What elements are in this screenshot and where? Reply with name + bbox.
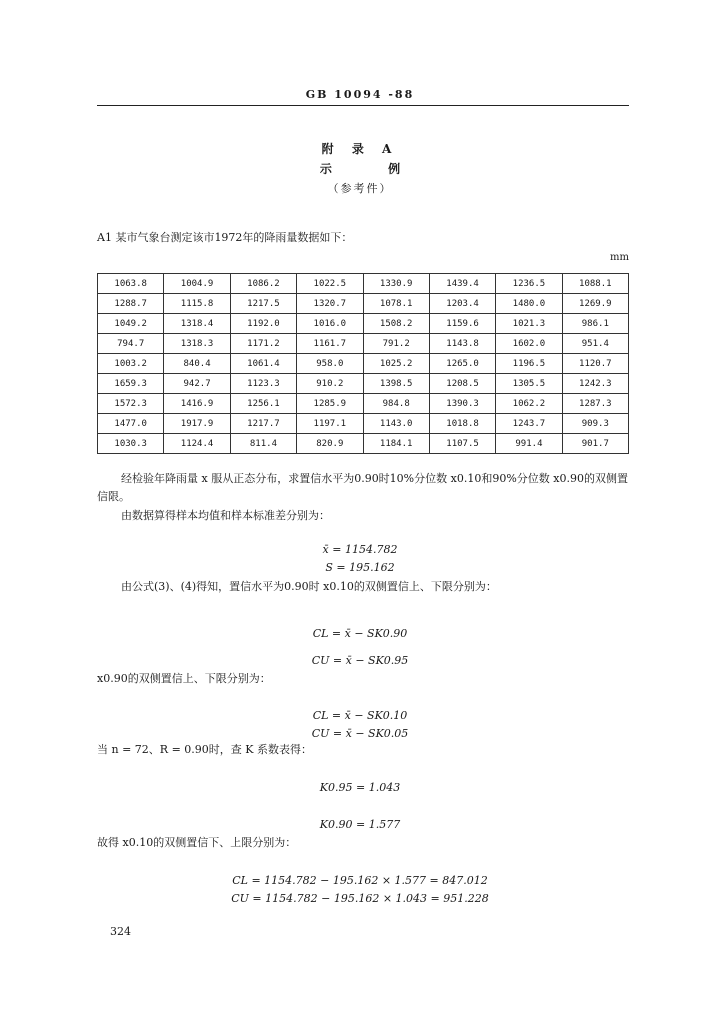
table-cell: 1115.8: [164, 294, 230, 314]
table-cell: 942.7: [164, 374, 230, 394]
standard-number: GB 10094 -88: [305, 88, 415, 101]
paragraph-5: 当 n = 72、R = 0.90时，查 K 系数表得：: [97, 743, 312, 756]
table-cell: 1480.0: [496, 294, 562, 314]
unit-label: mm: [610, 252, 629, 263]
table-cell: 1123.3: [230, 374, 296, 394]
table-cell: 1143.0: [363, 414, 429, 434]
table-cell: 986.1: [562, 314, 628, 334]
table-cell: 1025.2: [363, 354, 429, 374]
table-cell: 1159.6: [429, 314, 495, 334]
table-cell: 1217.5: [230, 294, 296, 314]
table-cell: 1184.1: [363, 434, 429, 454]
table-cell: 1287.3: [562, 394, 628, 414]
table-cell: 1285.9: [297, 394, 363, 414]
table-cell: 1018.8: [429, 414, 495, 434]
table-cell: 1398.5: [363, 374, 429, 394]
table-cell: 1305.5: [496, 374, 562, 394]
table-cell: 1021.3: [496, 314, 562, 334]
equation-final-1: CL = 1154.782 − 195.162 × 1.577 = 847.012: [232, 874, 488, 887]
table-row: [98, 294, 629, 314]
table-cell: 1192.0: [230, 314, 296, 334]
table-row: [98, 434, 629, 454]
intro-paragraph: A1 某市气象台测定该市1972年的降雨量数据如下：: [97, 231, 353, 244]
table-cell: 1208.5: [429, 374, 495, 394]
table-cell: 951.4: [562, 334, 628, 354]
appendix-title: 附 录 A: [321, 142, 399, 156]
table-cell: 1288.7: [98, 294, 164, 314]
equation-k-2: K0.90 = 1.577: [319, 818, 401, 831]
paragraph-1: 经检验年降雨量 x 服从正态分布，求置信水平为0.90时10%分位数 x0.10和90%分位数 x0.90的双侧置: [121, 472, 628, 485]
table-cell: 1243.7: [496, 414, 562, 434]
table-cell: 820.9: [297, 434, 363, 454]
table-cell: 1265.0: [429, 354, 495, 374]
equation-cu-2: CU = x̄ − SK0.05: [311, 727, 409, 740]
table-cell: 901.7: [562, 434, 628, 454]
table-cell: 1439.4: [429, 274, 495, 294]
table-cell: 1124.4: [164, 434, 230, 454]
header-rule: [97, 105, 629, 106]
table-cell: 794.7: [98, 334, 164, 354]
table-cell: 1004.9: [164, 274, 230, 294]
equation-mean: x̄ = 1154.782: [322, 543, 398, 556]
table-cell: 1061.4: [230, 354, 296, 374]
page-number: 324: [110, 925, 131, 938]
table-cell: 1320.7: [297, 294, 363, 314]
table-cell: 1161.7: [297, 334, 363, 354]
table-cell: 1078.1: [363, 294, 429, 314]
paragraph-6: 故得 x0.10的双侧置信下、上限分别为：: [97, 836, 297, 849]
table-cell: 1197.1: [297, 414, 363, 434]
table-cell: 1049.2: [98, 314, 164, 334]
table-cell: 1236.5: [496, 274, 562, 294]
paragraph-1-cont: 信限。: [97, 490, 130, 503]
table-cell: 1088.1: [562, 274, 628, 294]
appendix-subtitle: 示 例: [319, 162, 427, 176]
table-cell: 910.2: [297, 374, 363, 394]
table-cell: 1120.7: [562, 354, 628, 374]
table-cell: 1063.8: [98, 274, 164, 294]
table-cell: 1086.2: [230, 274, 296, 294]
table-cell: 791.2: [363, 334, 429, 354]
table-cell: 984.8: [363, 394, 429, 414]
table-row: [98, 374, 629, 394]
table-cell: 1659.3: [98, 374, 164, 394]
table-cell: 1318.4: [164, 314, 230, 334]
equation-k-1: K0.95 = 1.043: [319, 781, 401, 794]
table-cell: 1602.0: [496, 334, 562, 354]
table-cell: 811.4: [230, 434, 296, 454]
equation-std: S = 195.162: [325, 561, 395, 574]
table-cell: 1390.3: [429, 394, 495, 414]
table-cell: 1107.5: [429, 434, 495, 454]
table-cell: 1416.9: [164, 394, 230, 414]
appendix-note: （参考件）: [327, 182, 393, 195]
rainfall-table: [97, 273, 629, 454]
table-row: [98, 334, 629, 354]
table-cell: 840.4: [164, 354, 230, 374]
table-row: [98, 274, 629, 294]
table-cell: 1318.3: [164, 334, 230, 354]
table-cell: 1330.9: [363, 274, 429, 294]
paragraph-3: 由公式(3)、(4)得知，置信水平为0.90时 x0.10的双侧置信上、下限分别为：: [121, 580, 497, 593]
table-cell: 1003.2: [98, 354, 164, 374]
table-cell: 1242.3: [562, 374, 628, 394]
table-cell: 1062.2: [496, 394, 562, 414]
table-row: [98, 394, 629, 414]
table-cell: 909.3: [562, 414, 628, 434]
table-cell: 1203.4: [429, 294, 495, 314]
table-cell: 1477.0: [98, 414, 164, 434]
table-row: [98, 354, 629, 374]
table-cell: 1572.3: [98, 394, 164, 414]
table-cell: 1508.2: [363, 314, 429, 334]
table-cell: 958.0: [297, 354, 363, 374]
table-row: [98, 414, 629, 434]
equation-cl-2: CL = x̄ − SK0.10: [312, 709, 408, 722]
table-row: [98, 314, 629, 334]
table-cell: 991.4: [496, 434, 562, 454]
table-cell: 1016.0: [297, 314, 363, 334]
table-cell: 1196.5: [496, 354, 562, 374]
equation-cl-1: CL = x̄ − SK0.90: [312, 627, 408, 640]
table-cell: 1171.2: [230, 334, 296, 354]
paragraph-4: x0.90的双侧置信上、下限分别为：: [97, 672, 271, 685]
equation-cu-1: CU = x̄ − SK0.95: [311, 654, 409, 667]
equation-final-2: CU = 1154.782 − 195.162 × 1.043 = 951.228: [231, 892, 489, 905]
table-cell: 1917.9: [164, 414, 230, 434]
table-cell: 1143.8: [429, 334, 495, 354]
table-cell: 1269.9: [562, 294, 628, 314]
table-cell: 1022.5: [297, 274, 363, 294]
table-cell: 1256.1: [230, 394, 296, 414]
paragraph-2: 由数据算得样本均值和样本标准差分别为：: [121, 509, 330, 522]
table-cell: 1030.3: [98, 434, 164, 454]
table-cell: 1217.7: [230, 414, 296, 434]
